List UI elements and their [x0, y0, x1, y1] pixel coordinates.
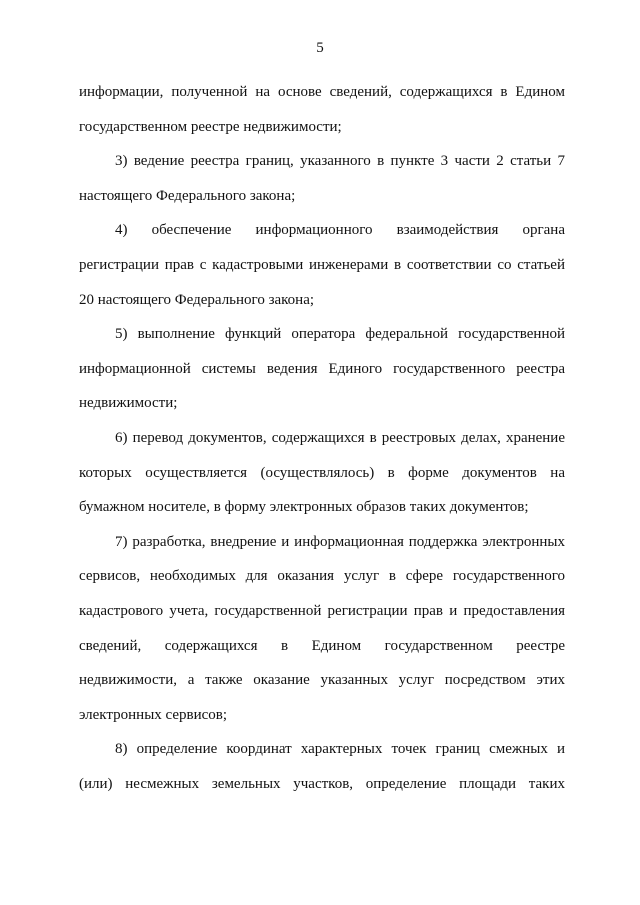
- page-number: 5: [316, 40, 324, 56]
- text-line: недвижимости;: [79, 395, 178, 412]
- text-line: электронных сервисов;: [79, 706, 228, 723]
- text-line: бумажном носителе, в форму электронных образов таких документов;: [79, 499, 529, 516]
- text-line: (или) несмежных земельных участков, определение площади таких: [79, 775, 565, 792]
- text-line: недвижимости, а также оказание указанных услуг посредством этих: [79, 672, 565, 689]
- text-line: информации, полученной на основе сведений, содержащихся в Едином: [79, 84, 565, 100]
- text-line: 20 настоящего Федерального закона;: [79, 291, 315, 308]
- text-line: 6) перевод документов, содержащихся в реестровых делах, хранение: [115, 429, 565, 446]
- text-line: 3) ведение реестра границ, указанного в пункте 3 части 2 статьи 7: [115, 153, 565, 170]
- text-line: настоящего Федерального закона;: [79, 187, 296, 204]
- text-line: 7) разработка, внедрение и информационная поддержка электронных: [115, 533, 565, 550]
- text-line: 8) определение координат характерных точек границ смежных и: [115, 741, 565, 758]
- text-line: сведений, содержащихся в Едином государственном реестре: [79, 637, 565, 654]
- text-line: 5) выполнение функций оператора федеральной государственной: [115, 326, 565, 343]
- text-line: 4) обеспечение информационного взаимодействия органа: [115, 222, 565, 239]
- text-line: кадастрового учета, государственной регистрации прав и предоставления: [79, 602, 565, 619]
- text-line: которых осуществляется (осуществлялось) в форме документов на: [79, 464, 565, 481]
- text-line: сервисов, необходимых для оказания услуг в сфере государственного: [79, 568, 565, 585]
- text-line: регистрации прав с кадастровыми инженерами в соответствии со статьей: [79, 256, 565, 273]
- text-line: государственном реестре недвижимости;: [79, 118, 342, 135]
- document-body: [79, 75, 565, 801]
- text-line: информационной системы ведения Единого государственного реестра: [79, 360, 565, 377]
